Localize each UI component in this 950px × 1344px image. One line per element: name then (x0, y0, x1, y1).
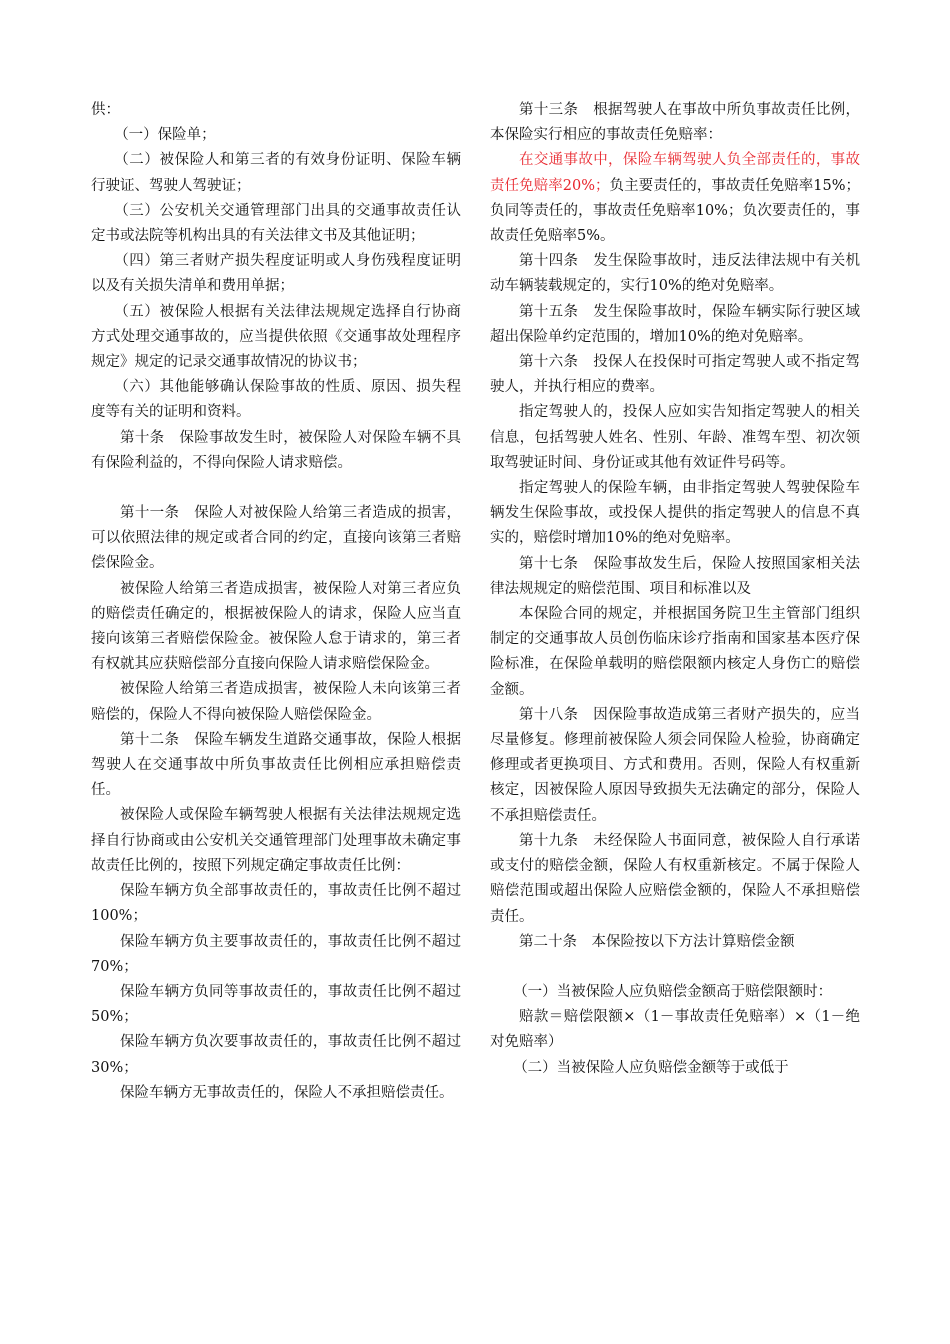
paragraph (91, 426, 461, 476)
paragraph-gap (490, 955, 860, 980)
paragraph-text: 第十六条 投保人在投保时可指定驾驶人或不指定驾驶人，并执行相应的费率。 (490, 354, 860, 396)
highlighted-text: 在交通事故中，保险车辆驾驶人负全部责任的，事故责任免赔率20%； (490, 152, 860, 194)
paragraph-text: 指定驾驶人的保险车辆，由非指定驾驶人驾驶保险车辆发生保险事故，或投保人提供的指定驾驶人的信息不真实的，赔偿时增加10%的绝对免赔率。 (490, 480, 860, 547)
paragraph (490, 300, 860, 350)
paragraph (91, 199, 461, 249)
paragraph-text: （四）第三者财产损失程度证明或人身伤残程度证明以及有关损失清单和费用单据； (91, 253, 461, 295)
paragraph-text: 保险车辆方负同等事故责任的，事故责任比例不超过50%； (91, 983, 461, 1026)
paragraph (91, 98, 461, 123)
paragraph-text: 本保险合同的规定，并根据国务院卫生主管部门组织制定的交通事故人员创伤临床诊疗指南和国家基本医疗保险标准，在保险单载明的赔偿限额内核定人身伤亡的赔偿金额。 (490, 606, 860, 698)
paragraph (91, 980, 461, 1030)
paragraph-text: 第十七条 保险事故发生后，保险人按照国家相关法律法规规定的赔偿范围、项目和标准以及 (490, 555, 860, 597)
paragraph (91, 300, 461, 376)
paragraph-text: （三）公安机关交通管理部门出具的交通事故责任认定书或法院等机构出具的有关法律文书及其他证明； (91, 202, 461, 245)
paragraph (490, 602, 860, 703)
paragraph (490, 930, 860, 955)
paragraph-text: 供： (91, 102, 120, 118)
right-column (490, 98, 860, 1081)
paragraph-gap (91, 476, 461, 501)
paragraph (91, 375, 461, 425)
paragraph-text: 保险车辆方负主要事故责任的，事故责任比例不超过70%； (91, 933, 461, 975)
paragraph-text: 第十三条 根据驾驶人在事故中所负事故责任比例，本保险实行相应的事故责任免赔率： (490, 102, 860, 144)
paragraph-text: 被保险人给第三者造成损害，被保险人未向该第三者赔偿的，保险人不得向被保险人赔偿保险金。 (91, 681, 461, 723)
paragraph (490, 703, 860, 829)
paragraph (91, 577, 461, 678)
paragraph-text: 赔款＝赔偿限额×（1－事故责任免赔率）×（1－绝对免赔率） (490, 1009, 860, 1051)
paragraph (490, 148, 860, 249)
paragraph (91, 803, 461, 879)
paragraph (490, 249, 860, 299)
paragraph (490, 1005, 860, 1055)
paragraph-text: （一）保险单； (114, 127, 216, 144)
left-column (91, 98, 461, 1106)
paragraph (91, 1030, 461, 1080)
paragraph-text: 保险车辆方无事故责任的，保险人不承担赔偿责任。 (120, 1084, 454, 1101)
paragraph-text: 第十一条 保险人对被保险人给第三者造成的损害，可以依照法律的规定或者合同的约定，直接向该第三者赔偿保险金。 (91, 505, 461, 572)
paragraph-text: 第十九条 未经保险人书面同意，被保险人自行承诺或支付的赔偿金额，保险人有权重新核定。不属于保险人赔偿范围或超出保险人应赔偿金额的，保险人不承担赔偿责任。 (490, 832, 860, 925)
paragraph-text: （一）当被保险人应负赔偿金额高于赔偿限额时： (513, 983, 833, 1000)
paragraph-text: 保险车辆方负次要事故责任的，事故责任比例不超过30%； (91, 1034, 461, 1076)
paragraph (490, 350, 860, 400)
paragraph-text: （五）被保险人根据有关法律法规规定选择自行协商方式处理交通事故的，应当提供依照《交通事故处理程序规定》规定的记录交通事故情况的协议书； (91, 303, 461, 371)
paragraph-text: 负主要责任的，事故责任免赔率15%；负同等责任的，事故责任免赔率10%；负次要责任的，事故责任免赔率5%。 (490, 177, 861, 245)
paragraph-text: 第十二条 保险车辆发生道路交通事故，保险人根据驾驶人在交通事故中所负事故责任比例相应承担赔偿责任。 (91, 731, 461, 799)
paragraph (91, 879, 461, 929)
paragraph-text: 保险车辆方负全部事故责任的，事故责任比例不超过100%； (91, 883, 461, 925)
paragraph-text: （六）其他能够确认保险事故的性质、原因、损失程度等有关的证明和资料。 (91, 379, 461, 421)
paragraph (91, 677, 461, 727)
paragraph-text: 第二十条 本保险按以下方法计算赔偿金额 (519, 933, 795, 950)
paragraph (490, 476, 860, 552)
paragraph (91, 123, 461, 148)
paragraph (91, 501, 461, 577)
paragraph (490, 980, 860, 1005)
paragraph (91, 249, 461, 299)
paragraph (490, 98, 860, 148)
paragraph (490, 829, 860, 930)
paragraph-text: （二）被保险人和第三者的有效身份证明、保险车辆行驶证、驾驶人驾驶证； (91, 152, 461, 194)
paragraph-text: 被保险人给第三者造成损害，被保险人对第三者应负的赔偿责任确定的，根据被保险人的请求，保险人应当直接向该第三者赔偿保险金。被保险人怠于请求的，第三者有权就其应获赔偿部分直接向保险人请求赔偿保险金。 (91, 580, 461, 673)
paragraph-text: 第十条 保险事故发生时，被保险人对保险车辆不具有保险利益的，不得向保险人请求赔偿。 (91, 429, 461, 471)
paragraph-text: 第十五条 发生保险事故时，保险车辆实际行驶区域超出保险单约定范围的，增加10%的绝对免赔率。 (490, 303, 860, 345)
paragraph (91, 728, 461, 804)
paragraph-text: 被保险人或保险车辆驾驶人根据有关法律法规规定选择自行协商或由公安机关交通管理部门处理事故未确定事故责任比例的，按照下列规定确定事故责任比例： (91, 807, 461, 874)
paragraph-text: 第十八条 因保险事故造成第三者财产损失的，应当尽量修复。修理前被保险人须会同保险人检验，协商确定修理或者更换项目、方式和费用。否则，保险人有权重新核定，因被保险人原因导致损失无法确定的部分，保险人不承担赔偿责任。 (490, 706, 860, 824)
paragraph-text: （二）当被保险人应负赔偿金额等于或低于 (513, 1059, 789, 1076)
paragraph-text: 指定驾驶人的，投保人应如实告知指定驾驶人的相关信息，包括驾驶人姓名、性别、年龄、准驾车型、初次领取驾驶证时间、身份证或其他有效证件号码等。 (490, 404, 860, 471)
paragraph (490, 1056, 860, 1081)
paragraph (91, 930, 461, 980)
paragraph (490, 552, 860, 602)
paragraph (91, 148, 461, 198)
paragraph-text: 第十四条 发生保险事故时，违反法律法规中有关机动车辆装载规定的，实行10%的绝对免赔率。 (490, 253, 860, 295)
paragraph (490, 400, 860, 476)
paragraph (91, 1081, 461, 1106)
